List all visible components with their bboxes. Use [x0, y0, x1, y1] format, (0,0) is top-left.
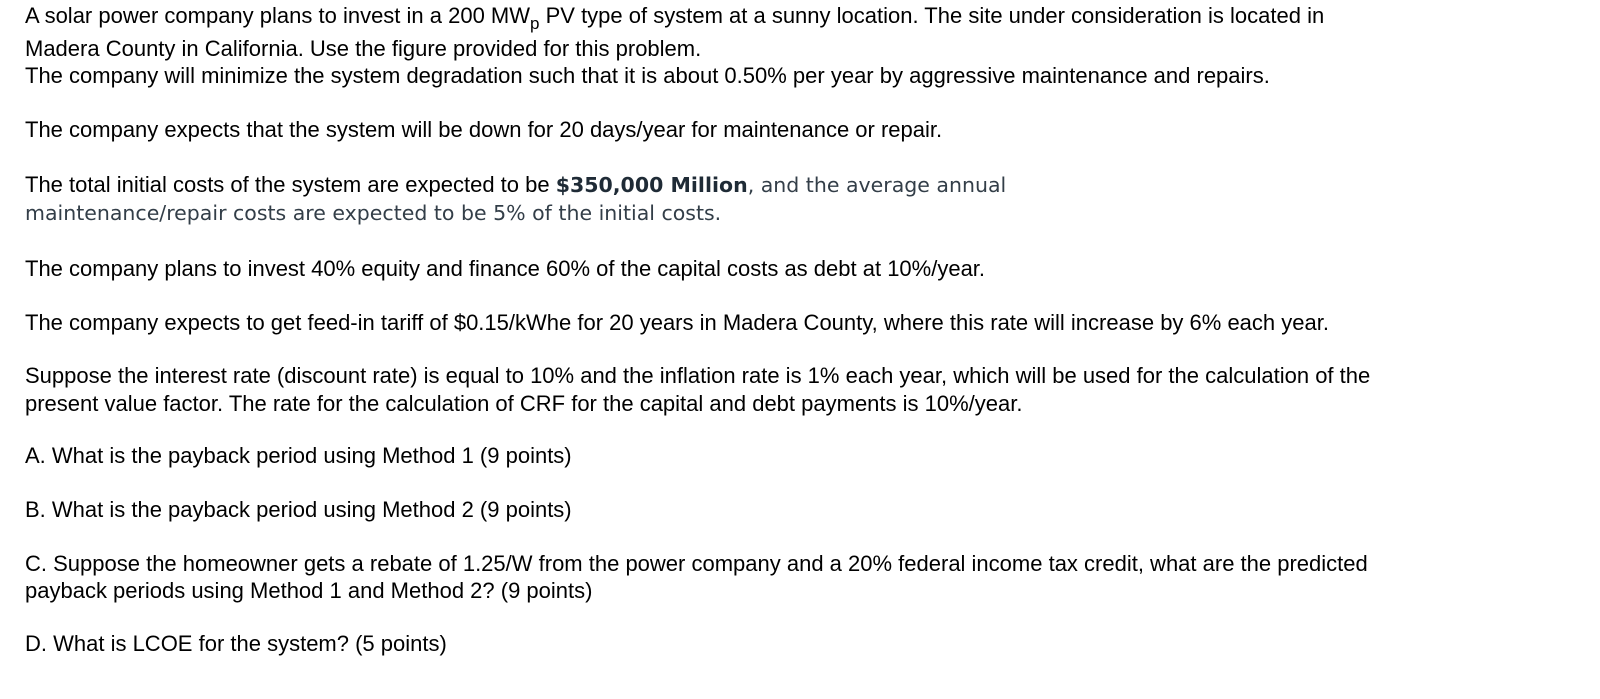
- question-c-line-2: payback periods using Method 1 and Method 2? (9 points): [25, 578, 593, 603]
- costs-line-1: [25, 170, 1006, 200]
- question-d: D. What is LCOE for the system? (5 points): [25, 631, 447, 656]
- question-b: B. What is the payback period using Method 2 (9 points): [25, 497, 572, 522]
- initial-cost-amount: $350,000 Million: [555, 173, 748, 197]
- financing-text: The company plans to invest 40% equity and finance 60% of the capital costs as debt at 10%/year.: [25, 256, 986, 281]
- intro-line-1-start: A solar power company plans to invest in a 200 MW: [25, 3, 531, 28]
- intro-line-1: [25, 1, 1324, 32]
- downtime-text: The company expects that the system will be down for 20 days/year for maintenance or repair.: [25, 117, 943, 142]
- rates-line-2: present value factor. The rate for the calculation of CRF for the capital and debt payments is 10%/year.: [25, 391, 1023, 416]
- costs-suffix: , and the average annual: [747, 173, 1007, 197]
- mw-subscript: p: [530, 14, 540, 33]
- intro-line-2: Madera County in California. Use the figure provided for this problem.: [25, 36, 702, 61]
- intro-line-1-end: PV type of system at a sunny location. The site under consideration is located in: [539, 3, 1325, 28]
- costs-line-2: maintenance/repair costs are expected to be 5% of the initial costs.: [25, 201, 722, 225]
- degradation-text: The company will minimize the system degradation such that it is about 0.50% per year by aggressive maintenance and repairs.: [25, 63, 1270, 88]
- costs-prefix: The total initial costs of the system are expected to be: [25, 172, 556, 197]
- question-a: A. What is the payback period using Method 1 (9 points): [25, 443, 572, 468]
- question-c-line-1: C. Suppose the homeowner gets a rebate of 1.25/W from the power company and a 20% federal income tax credit, what are the predicted: [25, 551, 1368, 576]
- rates-line-1: Suppose the interest rate (discount rate) is equal to 10% and the inflation rate is 1% each year, which will be used for the calculation of the: [25, 363, 1371, 388]
- tariff-text: The company expects to get feed-in tariff of $0.15/kWhe for 20 years in Madera County, where this rate will increase by 6% each year.: [25, 310, 1329, 335]
